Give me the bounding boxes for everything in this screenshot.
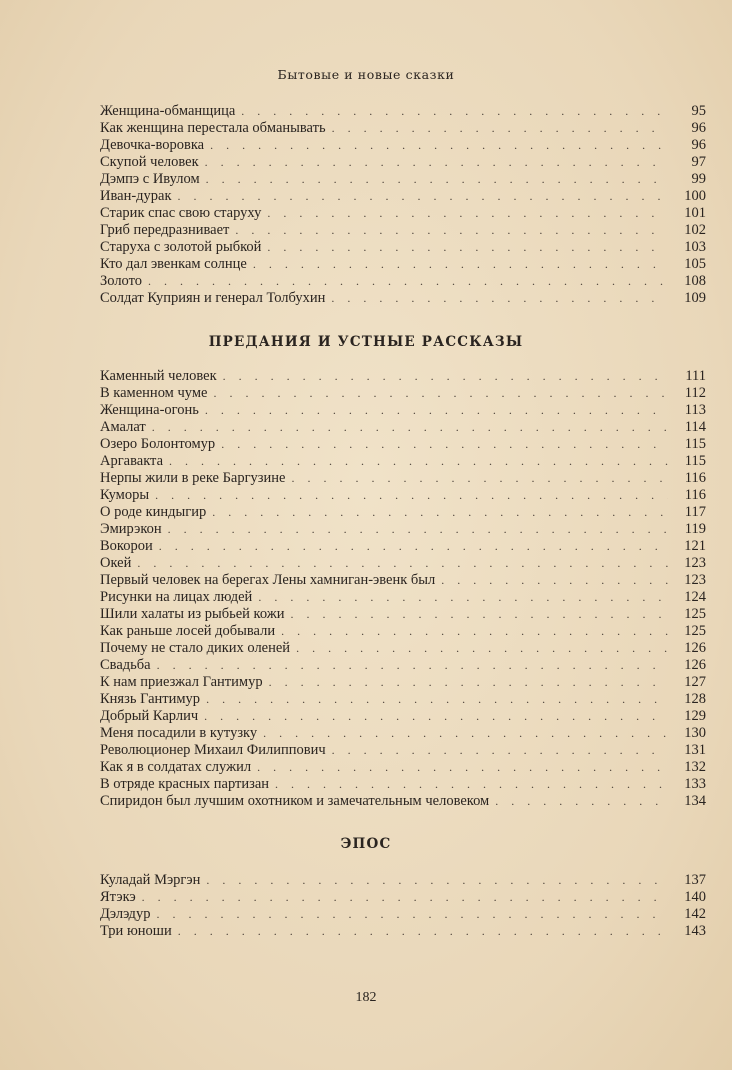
toc-entry-page: 103 (684, 239, 706, 255)
toc-entry (100, 691, 706, 708)
dot-leader (168, 521, 668, 538)
toc-entry (100, 436, 706, 453)
toc-entry-title: В каменном чуме (100, 385, 208, 401)
toc-entry-title: Три юноши (100, 923, 172, 939)
dot-leader (253, 256, 668, 273)
dot-leader (206, 691, 668, 708)
dot-leader (137, 555, 668, 572)
toc-entry (100, 273, 706, 290)
toc-entry-page: 116 (684, 487, 706, 503)
toc-entry (100, 419, 706, 436)
dot-leader (148, 273, 668, 290)
toc-entry-title: Князь Гантимур (100, 691, 201, 707)
toc-entry (100, 154, 706, 171)
toc-entry-title: Свадьба (100, 657, 151, 673)
toc-entry-page: 111 (685, 368, 706, 384)
toc-entry-title: Куладай Мэргэн (100, 872, 201, 888)
toc-entry-page: 102 (684, 222, 706, 238)
toc-entry (100, 171, 706, 188)
dot-leader (332, 742, 668, 759)
toc-entry-title: Как женщина перестала обманывать (100, 120, 326, 136)
toc-entry-page: 132 (684, 759, 706, 775)
dot-leader (257, 759, 668, 776)
dot-leader (241, 103, 668, 120)
toc-entry-title: Дэмпэ с Ивулом (100, 171, 200, 187)
toc-entry-title: Куморы (100, 487, 150, 503)
toc-entry-page: 129 (684, 708, 706, 724)
toc-entry (100, 137, 706, 154)
toc-entry-page: 115 (684, 453, 706, 469)
toc-entry-title: О роде киндыгир (100, 504, 207, 520)
dot-leader (495, 793, 668, 810)
toc-entry-page: 108 (684, 273, 706, 289)
toc-entry-page: 109 (684, 290, 706, 306)
toc-entry (100, 555, 706, 572)
dot-leader (441, 572, 668, 589)
toc-entry-page: 101 (684, 205, 706, 221)
toc-entry-title: Старик спас свою старуху (100, 205, 262, 221)
toc-entry (100, 103, 706, 120)
dot-leader (213, 385, 668, 402)
toc-entry-page: 121 (684, 538, 706, 554)
dot-leader (142, 889, 668, 906)
toc-entry-title: Скупой человек (100, 154, 199, 170)
toc-entry (100, 708, 706, 725)
toc-entry-page: 114 (684, 419, 706, 435)
toc-entry (100, 453, 706, 470)
toc-entry-title: Добрый Карлич (100, 708, 199, 724)
toc-entry-page: 130 (684, 725, 706, 741)
toc-entry (100, 657, 706, 674)
toc-entry (100, 504, 706, 521)
dot-leader (223, 368, 668, 385)
dot-leader (235, 222, 668, 239)
toc-section-epos (100, 872, 706, 940)
dot-leader (156, 906, 668, 923)
dot-leader (169, 453, 668, 470)
dot-leader (332, 120, 668, 137)
toc-entry-page: 142 (684, 906, 706, 922)
toc-entry-page: 133 (684, 776, 706, 792)
dot-leader (204, 708, 668, 725)
toc-entry-page: 125 (684, 606, 706, 622)
toc-entry-page: 126 (684, 640, 706, 656)
toc-section-legends (100, 368, 706, 810)
toc-entry-title: Золото (100, 273, 143, 289)
toc-entry-page: 99 (691, 171, 706, 187)
dot-leader (212, 504, 668, 521)
toc-entry-title: Шили халаты из рыбьей кожи (100, 606, 285, 622)
toc-entry-title: Нерпы жили в реке Баргузине (100, 470, 286, 486)
toc-entry-page: 96 (691, 120, 706, 136)
dot-leader (152, 419, 668, 436)
toc-entry (100, 572, 706, 589)
toc-entry-title: Спиридон был лучшим охотником и замечательным человеком (100, 793, 490, 809)
dot-leader (269, 674, 668, 691)
toc-entry-page: 97 (691, 154, 706, 170)
dot-leader (159, 538, 668, 555)
dot-leader (155, 487, 668, 504)
toc-entry (100, 521, 706, 538)
toc-entry-title: Солдат Куприян и генерал Толбухин (100, 290, 326, 306)
toc-entry-page: 134 (684, 793, 706, 809)
toc-entry-title: К нам приезжал Гантимур (100, 674, 263, 690)
toc-entry-title: Вокорои (100, 538, 153, 554)
dot-leader (210, 137, 668, 154)
toc-entry (100, 776, 706, 793)
toc-entry (100, 872, 706, 889)
toc-entry (100, 606, 706, 623)
toc-entry (100, 759, 706, 776)
toc-entry-page: 137 (684, 872, 706, 888)
toc-entry (100, 725, 706, 742)
toc-entry-page: 105 (684, 256, 706, 272)
section-heading-tales: Бытовые и новые сказки (277, 67, 455, 82)
page-number: 182 (355, 990, 377, 1005)
toc-entry (100, 470, 706, 487)
dot-leader (296, 640, 668, 657)
toc-entry-title: Кто дал эвенкам солнце (100, 256, 247, 272)
toc-entry-title: Как раньше лосей добывали (100, 623, 276, 639)
toc-entry-page: 123 (684, 572, 706, 588)
dot-leader (258, 589, 668, 606)
toc-entry-title: Эмирэкон (100, 521, 162, 537)
toc-entry-title: Иван-дурак (100, 188, 172, 204)
toc-entry (100, 290, 706, 307)
toc-entry-page: 125 (684, 623, 706, 639)
dot-leader (291, 606, 668, 623)
toc-entry (100, 222, 706, 239)
section-heading-legends: ПРЕДАНИЯ И УСТНЫЕ РАССКАЗЫ (208, 334, 524, 350)
toc-entry-title: Озеро Болонтомур (100, 436, 216, 452)
toc-entry-title: Каменный человек (100, 368, 217, 384)
toc-entry-title: В отряде красных партизан (100, 776, 270, 792)
toc-entry-title: Женщина-обманщица (100, 103, 236, 119)
dot-leader (263, 725, 668, 742)
toc-entry-page: 113 (684, 402, 706, 418)
dot-leader (267, 239, 668, 256)
dot-leader (178, 188, 668, 205)
dot-leader (291, 470, 668, 487)
toc-entry-title: Революционер Михаил Филиппович (100, 742, 326, 758)
toc-entry-page: 115 (684, 436, 706, 452)
toc-entry-page: 96 (691, 137, 706, 153)
toc-entry-page: 128 (684, 691, 706, 707)
toc-entry (100, 906, 706, 923)
toc-entry-page: 140 (684, 889, 706, 905)
dot-leader (205, 154, 668, 171)
toc-entry-title: Амалат (100, 419, 146, 435)
toc-entry (100, 256, 706, 273)
toc-entry (100, 889, 706, 906)
toc-entry-page: 131 (684, 742, 706, 758)
toc-entry-title: Рисунки на лицах людей (100, 589, 253, 605)
toc-entry-page: 143 (684, 923, 706, 939)
toc-entry-title: Старуха с золотой рыбкой (100, 239, 262, 255)
toc-entry-page: 126 (684, 657, 706, 673)
dot-leader (206, 872, 668, 889)
toc-entry-page: 119 (684, 521, 706, 537)
toc-entry (100, 742, 706, 759)
toc-entry-title: Дэлэдур (100, 906, 151, 922)
toc-entry (100, 589, 706, 606)
toc-entry (100, 674, 706, 691)
toc-entry-title: Почему не стало диких оленей (100, 640, 291, 656)
toc-entry-page: 123 (684, 555, 706, 571)
toc-entry (100, 368, 706, 385)
toc-entry-title: Гриб передразнивает (100, 222, 230, 238)
toc-entry-page: 116 (684, 470, 706, 486)
toc-entry (100, 239, 706, 256)
toc-entry-page: 124 (684, 589, 706, 605)
toc-entry (100, 402, 706, 419)
dot-leader (267, 205, 668, 222)
dot-leader (221, 436, 668, 453)
toc-entry (100, 923, 706, 940)
toc-section-tales (100, 103, 706, 307)
toc-entry (100, 188, 706, 205)
toc-entry (100, 205, 706, 222)
toc-entry-page: 100 (684, 188, 706, 204)
toc-entry-title: Первый человек на берегах Лены хамниган-эвенк был (100, 572, 436, 588)
section-heading-epos: ЭПОС (340, 836, 392, 852)
dot-leader (205, 402, 668, 419)
toc-entry-page: 112 (684, 385, 706, 401)
dot-leader (331, 290, 668, 307)
toc-entry (100, 793, 706, 810)
dot-leader (275, 776, 668, 793)
toc-entry-page: 127 (684, 674, 706, 690)
toc-entry (100, 487, 706, 504)
toc-entry (100, 120, 706, 137)
toc-entry (100, 385, 706, 402)
toc-entry-page: 117 (684, 504, 706, 520)
toc-entry-title: Окей (100, 555, 132, 571)
toc-entry-title: Ятэкэ (100, 889, 136, 905)
toc-entry (100, 538, 706, 555)
toc-entry-title: Женщина-огонь (100, 402, 199, 418)
toc-entry-page: 95 (691, 103, 706, 119)
toc-entry (100, 640, 706, 657)
toc-entry-title: Аргавакта (100, 453, 163, 469)
toc-entry-title: Девочка-воровка (100, 137, 205, 153)
dot-leader (206, 171, 668, 188)
toc-entry-title: Как я в солдатах служил (100, 759, 252, 775)
toc-entry-title: Меня посадили в кутузку (100, 725, 258, 741)
dot-leader (281, 623, 668, 640)
dot-leader (157, 657, 668, 674)
dot-leader (178, 923, 668, 940)
toc-entry (100, 623, 706, 640)
